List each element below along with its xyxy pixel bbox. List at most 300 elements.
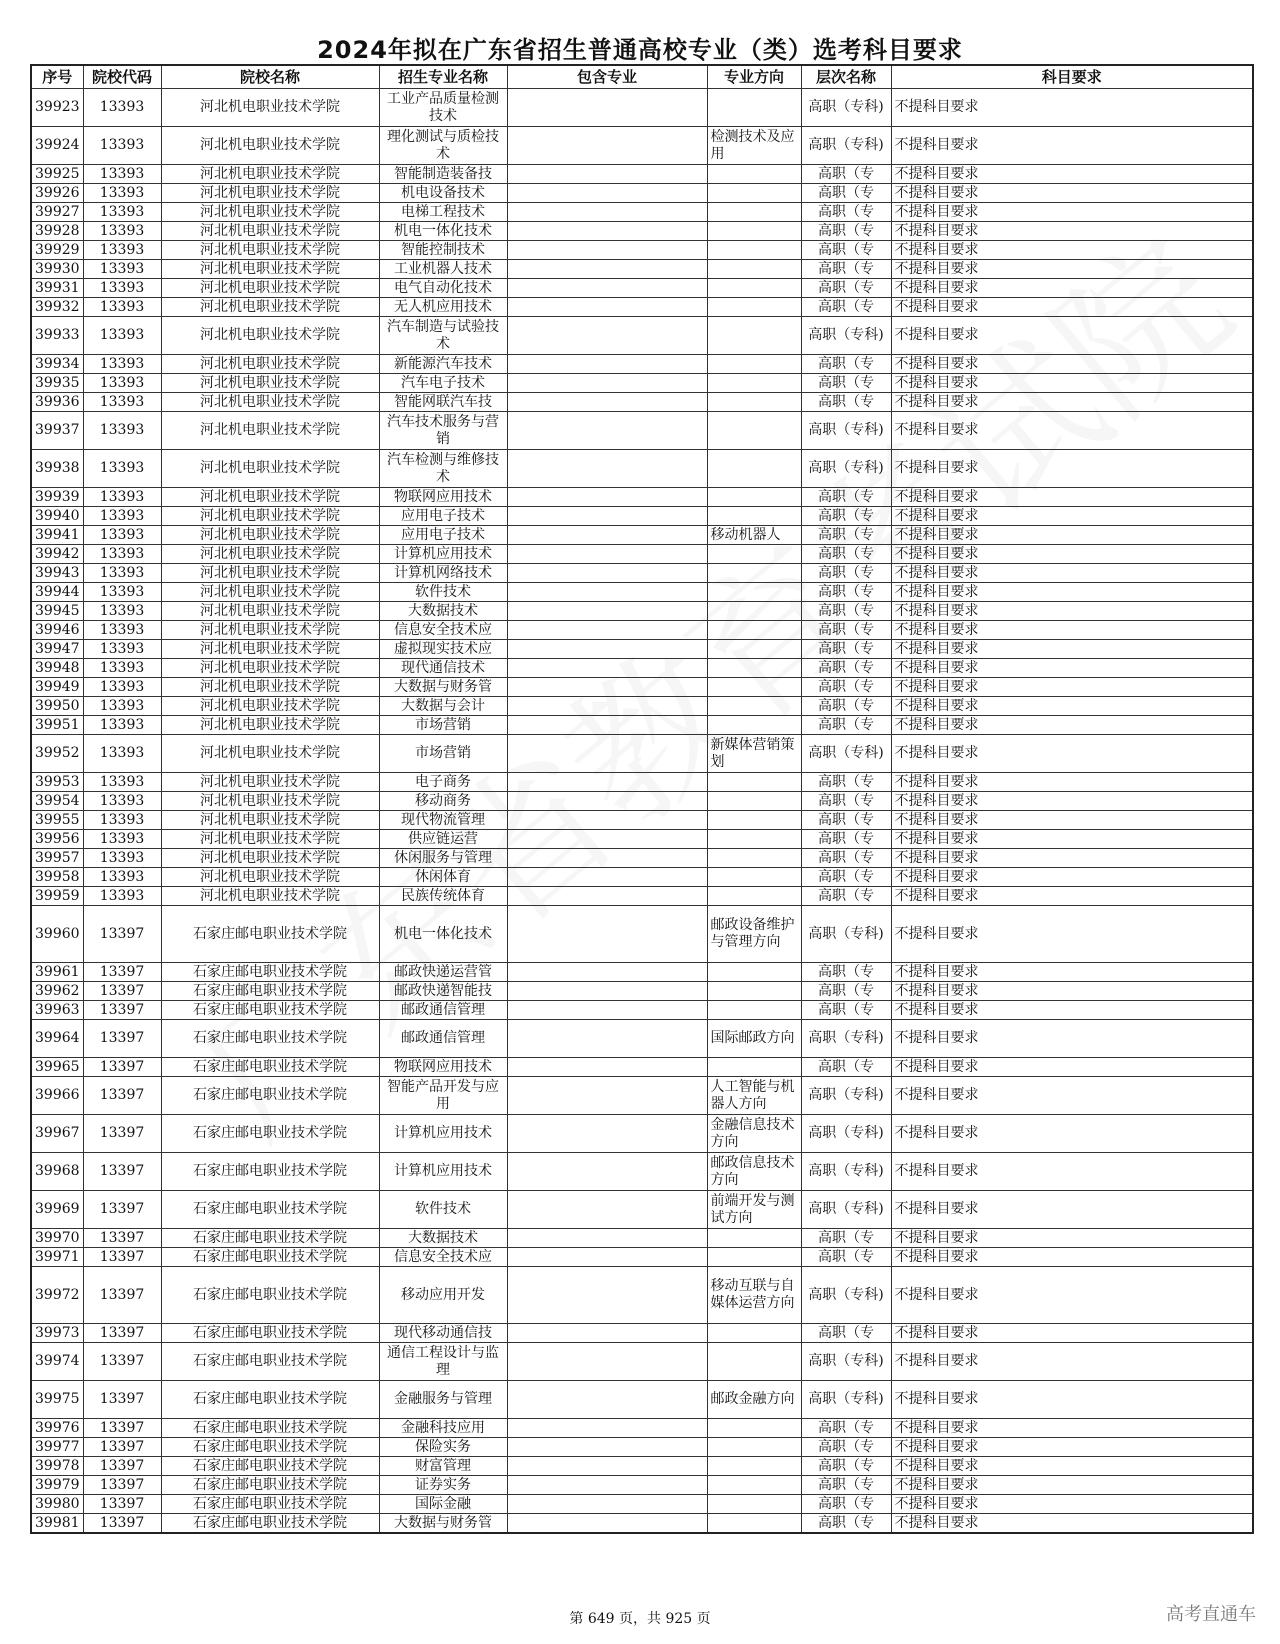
cell-school-code: 13393 [83,811,161,830]
cell-subject-requirement: 不提科目要求 [891,1229,1253,1248]
cell-level: 高职（专 [801,1001,891,1020]
cell-major-direction [707,203,801,222]
cell-major-direction [707,260,801,279]
cell-school-code: 13393 [83,488,161,507]
table-row [31,1020,1253,1058]
cell-seq: 39958 [31,868,83,887]
cell-major-direction [707,450,801,488]
cell-level: 高职（专 [801,241,891,260]
cell-subject-requirement: 不提科目要求 [891,1248,1253,1267]
cell-included-majors [507,1457,707,1476]
cell-school-code: 13397 [83,1324,161,1343]
cell-seq: 39949 [31,678,83,697]
cell-subject-requirement: 不提科目要求 [891,317,1253,355]
cell-seq: 39975 [31,1381,83,1419]
cell-major-name: 物联网应用技术 [379,1058,507,1077]
cell-school-code: 13397 [83,1153,161,1191]
cell-major-name: 智能控制技术 [379,241,507,260]
cell-school-code: 13397 [83,1419,161,1438]
cell-major-name: 金融科技应用 [379,1419,507,1438]
cell-seq: 39977 [31,1438,83,1457]
table-row [31,1191,1253,1229]
cell-seq: 39939 [31,488,83,507]
cell-subject-requirement: 不提科目要求 [891,621,1253,640]
cell-seq: 39936 [31,393,83,412]
cell-subject-requirement: 不提科目要求 [891,298,1253,317]
cell-major-direction [707,773,801,792]
cell-seq: 39981 [31,1514,83,1534]
cell-level: 高职（专 [801,830,891,849]
cell-major-direction: 人工智能与机器人方向 [707,1077,801,1115]
cell-school-name: 河北机电职业技术学院 [161,412,379,450]
table-row [31,393,1253,412]
cell-level: 高职（专 [801,298,891,317]
table-row [31,298,1253,317]
table-row [31,716,1253,735]
cell-subject-requirement: 不提科目要求 [891,982,1253,1001]
cell-subject-requirement: 不提科目要求 [891,412,1253,450]
cell-school-name: 石家庄邮电职业技术学院 [161,1381,379,1419]
cell-subject-requirement: 不提科目要求 [891,1343,1253,1381]
cell-included-majors [507,830,707,849]
cell-major-name: 大数据与会计 [379,697,507,716]
cell-level: 高职（专 [801,564,891,583]
table-row [31,241,1253,260]
cell-major-name: 民族传统体育 [379,887,507,906]
cell-subject-requirement: 不提科目要求 [891,1476,1253,1495]
cell-major-name: 休闲体育 [379,868,507,887]
header-level: 层次名称 [801,65,891,89]
cell-included-majors [507,450,707,488]
cell-major-direction [707,621,801,640]
cell-school-name: 河北机电职业技术学院 [161,640,379,659]
cell-major-name: 现代通信技术 [379,659,507,678]
cell-seq: 39924 [31,127,83,165]
table-row [31,165,1253,184]
cell-school-code: 13393 [83,355,161,374]
cell-major-name: 电梯工程技术 [379,203,507,222]
cell-included-majors [507,811,707,830]
cell-school-name: 石家庄邮电职业技术学院 [161,906,379,963]
cell-level: 高职（专 [801,1248,891,1267]
cell-included-majors [507,317,707,355]
cell-school-name: 河北机电职业技术学院 [161,355,379,374]
cell-subject-requirement: 不提科目要求 [891,1153,1253,1191]
cell-included-majors [507,640,707,659]
cell-subject-requirement: 不提科目要求 [891,488,1253,507]
cell-school-code: 13393 [83,887,161,906]
cell-major-name: 移动商务 [379,792,507,811]
cell-school-code: 13397 [83,982,161,1001]
header-major-name: 招生专业名称 [379,65,507,89]
table-row [31,1324,1253,1343]
cell-major-direction [707,697,801,716]
cell-school-name: 河北机电职业技术学院 [161,298,379,317]
cell-seq: 39934 [31,355,83,374]
cell-included-majors [507,792,707,811]
cell-included-majors [507,1229,707,1248]
cell-level: 高职（专 [801,526,891,545]
cell-included-majors [507,412,707,450]
cell-school-name: 河北机电职业技术学院 [161,716,379,735]
cell-included-majors [507,1191,707,1229]
cell-level: 高职（专科) [801,1267,891,1324]
cell-seq: 39960 [31,906,83,963]
table-body [31,89,1253,1534]
cell-school-code: 13393 [83,184,161,203]
table-row [31,830,1253,849]
cell-school-name: 河北机电职业技术学院 [161,868,379,887]
cell-level: 高职（专 [801,1476,891,1495]
cell-subject-requirement: 不提科目要求 [891,1077,1253,1115]
cell-major-direction [707,792,801,811]
cell-major-direction [707,374,801,393]
cell-major-direction [707,716,801,735]
cell-major-name: 供应链运营 [379,830,507,849]
cell-major-direction [707,1438,801,1457]
cell-included-majors [507,1267,707,1324]
cell-included-majors [507,963,707,982]
cell-major-name: 理化测试与质检技术 [379,127,507,165]
cell-major-name: 机电一体化技术 [379,222,507,241]
cell-major-direction [707,1248,801,1267]
cell-major-name: 通信工程设计与监理 [379,1343,507,1381]
cell-subject-requirement: 不提科目要求 [891,526,1253,545]
table-row [31,1343,1253,1381]
cell-subject-requirement: 不提科目要求 [891,697,1253,716]
cell-school-code: 13393 [83,716,161,735]
cell-included-majors [507,1495,707,1514]
cell-seq: 39967 [31,1115,83,1153]
cell-school-code: 13393 [83,602,161,621]
cell-subject-requirement: 不提科目要求 [891,127,1253,165]
cell-subject-requirement: 不提科目要求 [891,355,1253,374]
cell-subject-requirement: 不提科目要求 [891,1438,1253,1457]
header-school-code: 院校代码 [83,65,161,89]
cell-major-name: 汽车电子技术 [379,374,507,393]
cell-subject-requirement: 不提科目要求 [891,222,1253,241]
cell-major-direction [707,659,801,678]
cell-subject-requirement: 不提科目要求 [891,1001,1253,1020]
cell-school-code: 13393 [83,773,161,792]
table-row [31,678,1253,697]
cell-major-name: 保险实务 [379,1438,507,1457]
cell-included-majors [507,1343,707,1381]
table-row [31,887,1253,906]
table-row [31,868,1253,887]
cell-major-name: 邮政快递运营管 [379,963,507,982]
cell-school-name: 石家庄邮电职业技术学院 [161,1343,379,1381]
cell-seq: 39941 [31,526,83,545]
cell-school-name: 河北机电职业技术学院 [161,697,379,716]
cell-seq: 39974 [31,1343,83,1381]
cell-level: 高职（专科) [801,1381,891,1419]
table-row [31,773,1253,792]
cell-major-direction: 邮政信息技术方向 [707,1153,801,1191]
table-row [31,697,1253,716]
cell-level: 高职（专科) [801,89,891,127]
cell-major-name: 现代物流管理 [379,811,507,830]
cell-included-majors [507,393,707,412]
cell-included-majors [507,868,707,887]
cell-subject-requirement: 不提科目要求 [891,393,1253,412]
cell-major-name: 国际金融 [379,1495,507,1514]
cell-included-majors [507,906,707,963]
cell-school-name: 河北机电职业技术学院 [161,678,379,697]
cell-included-majors [507,583,707,602]
cell-subject-requirement: 不提科目要求 [891,165,1253,184]
cell-seq: 39980 [31,1495,83,1514]
cell-major-name: 电子商务 [379,773,507,792]
cell-included-majors [507,1438,707,1457]
cell-included-majors [507,488,707,507]
cell-seq: 39972 [31,1267,83,1324]
cell-level: 高职（专 [801,982,891,1001]
cell-school-code: 13397 [83,1514,161,1534]
cell-level: 高职（专 [801,1229,891,1248]
cell-level: 高职（专 [801,602,891,621]
cell-major-direction: 检测技术及应用 [707,127,801,165]
cell-level: 高职（专 [801,545,891,564]
cell-school-code: 13393 [83,849,161,868]
table-row [31,545,1253,564]
table-row [31,1438,1253,1457]
cell-major-direction [707,564,801,583]
cell-major-name: 无人机应用技术 [379,298,507,317]
cell-major-direction [707,811,801,830]
cell-major-name: 计算机网络技术 [379,564,507,583]
cell-major-direction [707,640,801,659]
cell-school-code: 13393 [83,241,161,260]
cell-major-name: 电气自动化技术 [379,279,507,298]
cell-level: 高职（专 [801,621,891,640]
table-header-row [31,65,1253,89]
cell-major-name: 工业机器人技术 [379,260,507,279]
cell-included-majors [507,849,707,868]
header-subject-requirement: 科目要求 [891,65,1253,89]
table-row [31,1381,1253,1419]
cell-included-majors [507,1001,707,1020]
cell-seq: 39978 [31,1457,83,1476]
cell-major-direction [707,241,801,260]
cell-seq: 39948 [31,659,83,678]
cell-seq: 39931 [31,279,83,298]
cell-included-majors [507,374,707,393]
cell-school-name: 河北机电职业技术学院 [161,773,379,792]
cell-major-name: 休闲服务与管理 [379,849,507,868]
cell-major-direction [707,393,801,412]
cell-subject-requirement: 不提科目要求 [891,545,1253,564]
cell-level: 高职（专科) [801,735,891,773]
cell-major-name: 计算机应用技术 [379,1115,507,1153]
cell-major-direction [707,279,801,298]
cell-included-majors [507,545,707,564]
table-row [31,564,1253,583]
cell-subject-requirement: 不提科目要求 [891,811,1253,830]
table-row [31,1419,1253,1438]
table-row [31,374,1253,393]
cell-major-direction [707,1514,801,1534]
cell-school-code: 13397 [83,1191,161,1229]
cell-major-name: 大数据与财务管 [379,678,507,697]
cell-included-majors [507,982,707,1001]
cell-included-majors [507,127,707,165]
table-row [31,1248,1253,1267]
cell-level: 高职（专 [801,849,891,868]
cell-subject-requirement: 不提科目要求 [891,716,1253,735]
cell-major-name: 信息安全技术应 [379,621,507,640]
cell-school-code: 13393 [83,127,161,165]
table-row [31,1476,1253,1495]
cell-school-name: 河北机电职业技术学院 [161,792,379,811]
cell-level: 高职（专科) [801,317,891,355]
cell-major-direction [707,887,801,906]
cell-major-name: 证券实务 [379,1476,507,1495]
cell-level: 高职（专 [801,773,891,792]
cell-school-code: 13397 [83,906,161,963]
cell-subject-requirement: 不提科目要求 [891,830,1253,849]
cell-subject-requirement: 不提科目要求 [891,260,1253,279]
cell-level: 高职（专 [801,1495,891,1514]
cell-subject-requirement: 不提科目要求 [891,1514,1253,1534]
cell-major-direction: 新媒体营销策划 [707,735,801,773]
cell-major-direction: 移动机器人 [707,526,801,545]
cell-included-majors [507,621,707,640]
table-row [31,488,1253,507]
table-row [31,412,1253,450]
cell-level: 高职（专 [801,697,891,716]
cell-school-name: 石家庄邮电职业技术学院 [161,1495,379,1514]
cell-major-name: 应用电子技术 [379,507,507,526]
cell-seq: 39950 [31,697,83,716]
table-row [31,982,1253,1001]
cell-subject-requirement: 不提科目要求 [891,602,1253,621]
cell-school-name: 石家庄邮电职业技术学院 [161,1115,379,1153]
cell-school-name: 河北机电职业技术学院 [161,241,379,260]
cell-seq: 39933 [31,317,83,355]
cell-included-majors [507,355,707,374]
cell-major-name: 软件技术 [379,583,507,602]
cell-subject-requirement: 不提科目要求 [891,659,1253,678]
table-wrapper [30,64,1252,1534]
cell-included-majors [507,678,707,697]
cell-school-code: 13393 [83,545,161,564]
cell-subject-requirement: 不提科目要求 [891,868,1253,887]
cell-seq: 39947 [31,640,83,659]
cell-level: 高职（专 [801,203,891,222]
cell-level: 高职（专 [801,355,891,374]
cell-included-majors [507,564,707,583]
cell-seq: 39962 [31,982,83,1001]
cell-school-name: 石家庄邮电职业技术学院 [161,1077,379,1115]
cell-major-direction [707,1343,801,1381]
cell-school-code: 13393 [83,222,161,241]
cell-major-direction [707,317,801,355]
cell-major-direction [707,222,801,241]
cell-subject-requirement: 不提科目要求 [891,678,1253,697]
cell-major-direction: 金融信息技术方向 [707,1115,801,1153]
cell-major-direction [707,545,801,564]
cell-seq: 39976 [31,1419,83,1438]
cell-major-name: 智能网联汽车技 [379,393,507,412]
cell-included-majors [507,1077,707,1115]
cell-included-majors [507,1324,707,1343]
cell-school-name: 河北机电职业技术学院 [161,260,379,279]
table-row [31,450,1253,488]
cell-major-direction [707,355,801,374]
cell-school-name: 河北机电职业技术学院 [161,849,379,868]
cell-school-name: 石家庄邮电职业技术学院 [161,1248,379,1267]
cell-school-name: 河北机电职业技术学院 [161,127,379,165]
cell-seq: 39952 [31,735,83,773]
cell-seq: 39956 [31,830,83,849]
cell-included-majors [507,1115,707,1153]
cell-major-name: 大数据与财务管 [379,1514,507,1534]
cell-subject-requirement: 不提科目要求 [891,450,1253,488]
cell-subject-requirement: 不提科目要求 [891,1381,1253,1419]
cell-subject-requirement: 不提科目要求 [891,963,1253,982]
cell-school-code: 13393 [83,450,161,488]
cell-included-majors [507,1153,707,1191]
cell-level: 高职（专 [801,963,891,982]
cell-school-name: 石家庄邮电职业技术学院 [161,1267,379,1324]
cell-seq: 39970 [31,1229,83,1248]
cell-school-code: 13397 [83,1381,161,1419]
cell-seq: 39955 [31,811,83,830]
cell-school-name: 石家庄邮电职业技术学院 [161,1324,379,1343]
cell-school-name: 河北机电职业技术学院 [161,374,379,393]
cell-subject-requirement: 不提科目要求 [891,792,1253,811]
cell-seq: 39925 [31,165,83,184]
cell-school-code: 13397 [83,1267,161,1324]
cell-included-majors [507,1058,707,1077]
cell-school-name: 河北机电职业技术学院 [161,488,379,507]
cell-subject-requirement: 不提科目要求 [891,735,1253,773]
cell-subject-requirement: 不提科目要求 [891,241,1253,260]
cell-school-name: 河北机电职业技术学院 [161,583,379,602]
cell-school-name: 河北机电职业技术学院 [161,735,379,773]
cell-level: 高职（专 [801,811,891,830]
cell-included-majors [507,184,707,203]
cell-school-name: 河北机电职业技术学院 [161,545,379,564]
table-row [31,1514,1253,1534]
cell-seq: 39938 [31,450,83,488]
cell-level: 高职（专 [801,678,891,697]
cell-level: 高职（专科) [801,1020,891,1058]
cell-major-direction [707,963,801,982]
table-row [31,1229,1253,1248]
cell-major-direction [707,583,801,602]
cell-included-majors [507,241,707,260]
cell-school-name: 石家庄邮电职业技术学院 [161,1438,379,1457]
cell-school-name: 河北机电职业技术学院 [161,564,379,583]
header-included-majors: 包含专业 [507,65,707,89]
cell-major-direction [707,849,801,868]
cell-included-majors [507,279,707,298]
cell-major-name: 大数据技术 [379,1229,507,1248]
cell-major-name: 汽车制造与试验技术 [379,317,507,355]
cell-school-code: 13393 [83,583,161,602]
cell-school-name: 河北机电职业技术学院 [161,393,379,412]
cell-school-name: 河北机电职业技术学院 [161,621,379,640]
cell-subject-requirement: 不提科目要求 [891,203,1253,222]
table-row [31,602,1253,621]
cell-subject-requirement: 不提科目要求 [891,583,1253,602]
cell-major-direction [707,165,801,184]
cell-level: 高职（专 [801,1058,891,1077]
cell-school-code: 13393 [83,526,161,545]
cell-subject-requirement: 不提科目要求 [891,849,1253,868]
